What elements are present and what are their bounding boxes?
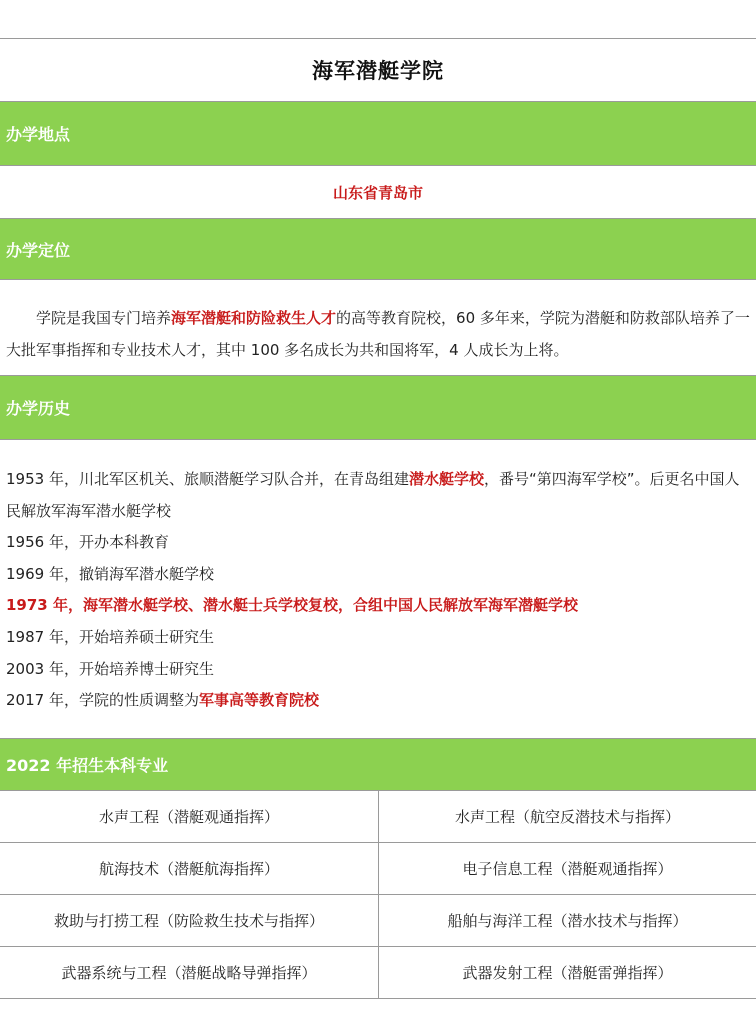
majors-grid <box>0 791 756 999</box>
history-item-2003: 2003 年，开始培养博士研究生 <box>6 659 214 678</box>
major-cell: 武器发射工程（潜艇雷弹指挥） <box>379 947 756 999</box>
history-text: 1953 年，川北军区机关、旅顺潜艇学习队合并，在青岛组建 <box>6 470 409 488</box>
positioning-paragraph <box>6 302 750 366</box>
major-cell: 救助与打捞工程（防险救生技术与指挥） <box>0 895 379 947</box>
history-highlight: 军事高等教育院校 <box>198 691 319 710</box>
positioning-highlight: 海军潜艇和防险救生人才 <box>171 309 337 327</box>
history-text: ，番号“第四海军学校”。后更名中国人民解放军海军潜水艇学校 <box>6 470 740 520</box>
positioning-row <box>0 280 756 376</box>
history-item-1987: 1987 年，开始培养硕士研究生 <box>6 627 214 646</box>
section-heading: 办学定位 <box>6 240 71 260</box>
major-cell: 船舶与海洋工程（潜水技术与指挥） <box>379 895 756 947</box>
history-item-1969: 1969 年，撤销海军潜水艇学校 <box>6 564 214 583</box>
section-header-history <box>0 376 756 440</box>
history-item-2017 <box>6 685 750 717</box>
location-row <box>0 166 756 219</box>
section-heading: 办学地点 <box>6 125 71 144</box>
location-value: 山东省青岛市 <box>332 183 423 202</box>
major-cell: 水声工程（航空反潜技术与指挥） <box>379 791 756 843</box>
section-header-location <box>0 102 756 166</box>
section-heading: 2022 年招生本科专业 <box>6 755 169 775</box>
history-item-1973: 1973 年，海军潜水艇学校、潜水艇士兵学校复校，合组中国人民解放军海军潜艇学校 <box>6 596 578 615</box>
history-text: 2017 年，学院的性质调整为 <box>6 691 199 710</box>
section-heading: 办学历史 <box>6 399 71 418</box>
positioning-text: 学院是我国专门培养 <box>36 309 172 327</box>
history-item-1956: 1956 年，开办本科教育 <box>6 533 169 552</box>
section-header-majors <box>0 739 756 791</box>
school-info-table <box>0 38 756 999</box>
major-cell: 航海技术（潜艇航海指挥） <box>0 843 379 895</box>
major-cell: 电子信息工程（潜艇观通指挥） <box>379 843 756 895</box>
page-title: 海军潜艇学院 <box>312 59 444 83</box>
history-item-1953 <box>6 464 750 527</box>
history-row <box>0 440 756 739</box>
positioning-text: 的高等教育院校，60 多年来，学院为潜艇和防救部队培养了一大批军事指挥和专业技术人才，其中 100 多名成长为共和国将军，4 人成长为上将。 <box>6 309 750 359</box>
history-highlight: 潜水艇学校 <box>408 470 484 488</box>
title-row <box>0 39 756 102</box>
major-cell: 武器系统与工程（潜艇战略导弹指挥） <box>0 947 379 999</box>
section-header-positioning <box>0 219 756 280</box>
major-cell: 水声工程（潜艇观通指挥） <box>0 791 379 843</box>
